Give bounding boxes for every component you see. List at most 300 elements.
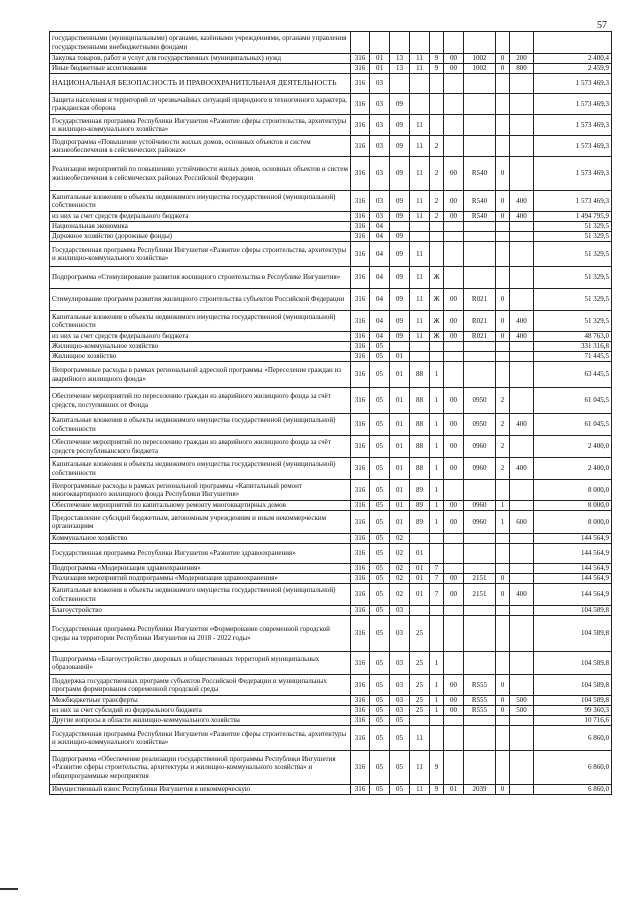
row-sum: 1 573 469,3	[534, 94, 612, 115]
row-name: Предоставление субсидий бюджетным, автономным учреждениям и иным некоммерческим организациям	[50, 511, 351, 534]
table-row	[50, 751, 612, 785]
code-cell: 03	[390, 706, 410, 716]
code-cell: 05	[370, 414, 390, 436]
code-cell	[496, 362, 510, 388]
row-sum: 61 045,5	[534, 414, 612, 436]
code-cell	[444, 616, 464, 652]
code-cell	[496, 480, 510, 501]
code-cell: 0	[496, 311, 510, 332]
code-cell	[430, 716, 444, 726]
code-cell: 316	[351, 222, 370, 232]
code-cell: 2	[430, 136, 444, 157]
code-cell: 1	[430, 675, 444, 696]
row-sum: 1 573 469,3	[534, 74, 612, 94]
code-cell: 88	[410, 436, 430, 458]
code-cell: 316	[351, 706, 370, 716]
code-cell	[510, 751, 534, 785]
code-cell	[410, 606, 430, 616]
code-cell	[370, 32, 390, 54]
code-cell	[410, 342, 430, 352]
code-cell: 316	[351, 544, 370, 564]
code-cell	[496, 564, 510, 574]
row-name: Жилищное хозяйство	[50, 352, 351, 362]
row-sum	[534, 32, 612, 54]
code-cell	[444, 115, 464, 136]
code-cell	[444, 94, 464, 115]
row-name: из них за счет субсидий из федерального бюджета	[50, 706, 351, 716]
code-cell: 00	[444, 191, 464, 212]
code-cell	[510, 675, 534, 696]
code-cell: 1	[496, 501, 510, 511]
code-cell: 7	[430, 584, 444, 606]
code-cell: 316	[351, 511, 370, 534]
table-row	[50, 332, 612, 342]
code-cell: R540	[464, 212, 496, 222]
code-cell: 05	[370, 616, 390, 652]
code-cell: 400	[510, 584, 534, 606]
code-cell: 25	[410, 675, 430, 696]
row-sum: 104 589,8	[534, 652, 612, 675]
code-cell: 09	[390, 157, 410, 191]
row-sum: 2 400,4	[534, 54, 612, 64]
code-cell: 316	[351, 716, 370, 726]
code-cell: 11	[410, 64, 430, 74]
code-cell: 13	[390, 64, 410, 74]
code-cell: 02	[390, 534, 410, 544]
table-row	[50, 436, 612, 458]
code-cell: 03	[370, 191, 390, 212]
page-number: 57	[597, 20, 607, 31]
code-cell: 316	[351, 696, 370, 706]
row-name: Подпрограмма «Модернизация здравоохранения»	[50, 564, 351, 574]
code-cell: 01	[390, 414, 410, 436]
code-cell	[464, 94, 496, 115]
code-cell: 1	[430, 706, 444, 716]
table-row	[50, 458, 612, 480]
code-cell: 0	[496, 584, 510, 606]
code-cell: 0960	[464, 436, 496, 458]
code-cell: 0	[496, 289, 510, 311]
row-name: Благоустройство	[50, 606, 351, 616]
code-cell	[464, 480, 496, 501]
code-cell: 9	[430, 751, 444, 785]
code-cell	[410, 232, 430, 242]
row-name: Подпрограмма «Благоустройство дворовых и общественных территорий муниципальных образований»	[50, 652, 351, 675]
code-cell: 00	[444, 414, 464, 436]
row-name: из них за счет средств федерального бюджета	[50, 332, 351, 342]
code-cell: 00	[444, 574, 464, 584]
code-cell: 00	[444, 511, 464, 534]
code-cell: 03	[390, 675, 410, 696]
code-cell	[444, 352, 464, 362]
code-cell: 88	[410, 388, 430, 414]
code-cell	[510, 94, 534, 115]
row-sum: 63 445,5	[534, 362, 612, 388]
code-cell: 316	[351, 785, 370, 795]
code-cell: 02	[390, 574, 410, 584]
row-name: Капитальные вложения в объекты недвижимого имущества государственной (муниципальной) собственности	[50, 414, 351, 436]
code-cell: 00	[444, 54, 464, 64]
row-sum: 331 316,8	[534, 342, 612, 352]
table-row	[50, 606, 612, 616]
table-row	[50, 311, 612, 332]
code-cell: 1	[430, 652, 444, 675]
code-cell	[444, 242, 464, 267]
row-sum: 144 564,9	[534, 574, 612, 584]
code-cell: 316	[351, 751, 370, 785]
code-cell: 400	[510, 332, 534, 342]
row-sum: 51 329,5	[534, 267, 612, 289]
code-cell: 88	[410, 414, 430, 436]
code-cell: 2	[430, 191, 444, 212]
row-name: Капитальные вложения в объекты недвижимого имущества государственной (муниципальной) собственности	[50, 311, 351, 332]
code-cell	[464, 242, 496, 267]
code-cell	[496, 534, 510, 544]
code-cell: 0	[496, 574, 510, 584]
code-cell: 2151	[464, 584, 496, 606]
code-cell	[430, 242, 444, 267]
code-cell: 0	[496, 54, 510, 64]
code-cell: 00	[444, 332, 464, 342]
code-cell	[444, 606, 464, 616]
code-cell	[464, 115, 496, 136]
table-row	[50, 191, 612, 212]
code-cell: 0960	[464, 458, 496, 480]
code-cell: 05	[370, 606, 390, 616]
code-cell: 05	[370, 362, 390, 388]
code-cell: 25	[410, 696, 430, 706]
table-row	[50, 352, 612, 362]
row-sum: 1 573 469,3	[534, 115, 612, 136]
code-cell: 01	[410, 584, 430, 606]
code-cell: Ж	[430, 267, 444, 289]
row-name: Непрограммные расходы в рамках региональной адресной программы «Переселение граждан из аварийного жилищного фонда»	[50, 362, 351, 388]
code-cell	[444, 136, 464, 157]
code-cell	[430, 544, 444, 564]
row-sum: 1 573 469,3	[534, 136, 612, 157]
code-cell: 316	[351, 311, 370, 332]
code-cell: 11	[410, 115, 430, 136]
code-cell: 316	[351, 242, 370, 267]
code-cell	[410, 74, 430, 94]
code-cell: 00	[444, 458, 464, 480]
code-cell: 400	[510, 458, 534, 480]
code-cell	[464, 136, 496, 157]
code-cell	[410, 32, 430, 54]
code-cell	[496, 616, 510, 652]
code-cell	[496, 342, 510, 352]
row-name: Государственная программа Республики Ингушетия «Формирование современной городской среды на территории Республики Ингушетия на 2018 - 2022 годы»	[50, 616, 351, 652]
code-cell: 316	[351, 564, 370, 574]
code-cell	[444, 232, 464, 242]
code-cell: 00	[444, 388, 464, 414]
code-cell: 11	[410, 785, 430, 795]
code-cell: 01	[390, 436, 410, 458]
code-cell	[496, 544, 510, 564]
code-cell: 1	[430, 362, 444, 388]
code-cell	[444, 534, 464, 544]
code-cell: 09	[390, 94, 410, 115]
table-row	[50, 32, 612, 54]
code-cell	[510, 232, 534, 242]
code-cell	[464, 726, 496, 751]
code-cell: 800	[510, 64, 534, 74]
table-row	[50, 289, 612, 311]
row-sum: 144 564,9	[534, 584, 612, 606]
code-cell: R021	[464, 311, 496, 332]
row-sum: 99 360,3	[534, 706, 612, 716]
code-cell: 01	[390, 501, 410, 511]
code-cell: 0	[496, 675, 510, 696]
code-cell	[464, 342, 496, 352]
code-cell	[510, 544, 534, 564]
code-cell	[510, 115, 534, 136]
code-cell	[430, 32, 444, 54]
table-row	[50, 362, 612, 388]
table-row	[50, 94, 612, 115]
code-cell: 0	[496, 157, 510, 191]
code-cell	[444, 544, 464, 564]
code-cell: 05	[370, 696, 390, 706]
code-cell: 02	[390, 584, 410, 606]
code-cell	[410, 94, 430, 115]
code-cell: 05	[370, 544, 390, 564]
code-cell: 04	[370, 332, 390, 342]
code-cell: 316	[351, 534, 370, 544]
code-cell	[496, 94, 510, 115]
code-cell: 09	[390, 232, 410, 242]
code-cell: 05	[370, 564, 390, 574]
code-cell: 89	[410, 511, 430, 534]
code-cell: 316	[351, 136, 370, 157]
code-cell	[496, 232, 510, 242]
budget-table	[49, 31, 612, 795]
code-cell	[510, 606, 534, 616]
row-sum: 6 860,0	[534, 751, 612, 785]
row-name: Реализация мероприятий по повышению устойчивости жилых домов, основных объектов и систем жизнеобеспечения в сейсмических районах Российской Федерации	[50, 157, 351, 191]
code-cell: 2	[496, 414, 510, 436]
code-cell: 11	[410, 212, 430, 222]
row-name: Капитальные вложения в объекты недвижимого имущества государственной (муниципальной) собственности	[50, 458, 351, 480]
code-cell: 03	[370, 157, 390, 191]
code-cell: 05	[370, 352, 390, 362]
row-sum: 8 000,0	[534, 480, 612, 501]
code-cell	[464, 606, 496, 616]
code-cell: 00	[444, 501, 464, 511]
code-cell: 04	[370, 267, 390, 289]
code-cell: 400	[510, 212, 534, 222]
code-cell: Ж	[430, 289, 444, 311]
row-name: Государственная программа Республики Ингушетия «Развитие сферы строительства, архитектуры и жилищно-коммунального хозяйства»	[50, 115, 351, 136]
code-cell	[464, 362, 496, 388]
code-cell: 316	[351, 388, 370, 414]
code-cell: 03	[370, 212, 390, 222]
code-cell	[464, 352, 496, 362]
code-cell: 200	[510, 54, 534, 64]
table-row	[50, 242, 612, 267]
code-cell: 316	[351, 64, 370, 74]
code-cell: 02	[390, 544, 410, 564]
code-cell: 03	[370, 94, 390, 115]
code-cell	[510, 574, 534, 584]
row-name: Государственная программа Республики Ингушетия «Развитие здравоохранения»	[50, 544, 351, 564]
code-cell: 9	[430, 64, 444, 74]
table-row	[50, 652, 612, 675]
code-cell	[444, 652, 464, 675]
code-cell	[510, 436, 534, 458]
code-cell: 316	[351, 362, 370, 388]
code-cell	[510, 157, 534, 191]
code-cell: 25	[410, 652, 430, 675]
code-cell: 316	[351, 616, 370, 652]
code-cell: 316	[351, 574, 370, 584]
code-cell: 01	[390, 352, 410, 362]
code-cell: 316	[351, 458, 370, 480]
code-cell: 00	[444, 64, 464, 74]
code-cell: 09	[390, 136, 410, 157]
table-row	[50, 414, 612, 436]
code-cell: 05	[370, 726, 390, 751]
code-cell: 316	[351, 652, 370, 675]
row-sum: 6 860,0	[534, 726, 612, 751]
row-name: Капитальные вложения в объекты недвижимого имущества государственной (муниципальной) собственности	[50, 191, 351, 212]
code-cell	[430, 352, 444, 362]
code-cell: 13	[390, 54, 410, 64]
code-cell: 500	[510, 696, 534, 706]
code-cell: 1	[430, 480, 444, 501]
code-cell: R540	[464, 157, 496, 191]
code-cell: 11	[410, 267, 430, 289]
code-cell: 11	[410, 136, 430, 157]
code-cell	[496, 74, 510, 94]
code-cell: R555	[464, 696, 496, 706]
code-cell: 11	[410, 157, 430, 191]
row-name: Подпрограмма «Повышение устойчивости жилых домов, основных объектов и систем жизнеобеспечения в сейсмических районах»	[50, 136, 351, 157]
table-row	[50, 74, 612, 94]
code-cell	[464, 267, 496, 289]
code-cell: 09	[390, 191, 410, 212]
code-cell: 316	[351, 414, 370, 436]
code-cell	[510, 342, 534, 352]
code-cell: 25	[410, 616, 430, 652]
code-cell: R555	[464, 675, 496, 696]
code-cell: 1	[430, 458, 444, 480]
row-name: Поддержка государственных программ субъектов Российской Федерации и муниципальных программ формирования современной городской среды	[50, 675, 351, 696]
code-cell: 05	[370, 501, 390, 511]
row-name: Обеспечение мероприятий по капитальному ремонту многоквартирных домов	[50, 501, 351, 511]
code-cell	[510, 726, 534, 751]
code-cell: 400	[510, 414, 534, 436]
row-sum: 104 589,8	[534, 675, 612, 696]
code-cell: 400	[510, 191, 534, 212]
code-cell: 316	[351, 212, 370, 222]
code-cell: 09	[390, 311, 410, 332]
code-cell: 2	[496, 458, 510, 480]
code-cell	[510, 222, 534, 232]
code-cell	[351, 32, 370, 54]
row-sum: 10 716,6	[534, 716, 612, 726]
code-cell: 316	[351, 74, 370, 94]
code-cell: 316	[351, 584, 370, 606]
row-sum: 48 763,0	[534, 332, 612, 342]
code-cell: 11	[410, 289, 430, 311]
row-name: Капитальные вложения в объекты недвижимого имущества государственной (муниципальной) собственности	[50, 584, 351, 606]
row-sum: 71 445,5	[534, 352, 612, 362]
code-cell: 03	[390, 652, 410, 675]
row-name: НАЦИОНАЛЬНАЯ БЕЗОПАСНОСТЬ И ПРАВООХРАНИТЕЛЬНАЯ ДЕЯТЕЛЬНОСТЬ	[50, 74, 351, 94]
row-name: Коммунальное хозяйство	[50, 534, 351, 544]
code-cell: 01	[370, 54, 390, 64]
code-cell: 316	[351, 726, 370, 751]
row-sum: 1 573 469,3	[534, 191, 612, 212]
code-cell: 316	[351, 480, 370, 501]
code-cell: 7	[430, 574, 444, 584]
row-sum: 104 589,8	[534, 606, 612, 616]
code-cell: 25	[410, 706, 430, 716]
table-row	[50, 716, 612, 726]
code-cell: 316	[351, 332, 370, 342]
code-cell	[444, 342, 464, 352]
code-cell	[510, 362, 534, 388]
code-cell	[430, 726, 444, 751]
table-row	[50, 584, 612, 606]
table-row	[50, 115, 612, 136]
code-cell	[444, 267, 464, 289]
code-cell: R540	[464, 191, 496, 212]
code-cell: 11	[410, 191, 430, 212]
code-cell: 0	[496, 332, 510, 342]
code-cell: 01	[390, 511, 410, 534]
code-cell	[430, 606, 444, 616]
row-name: Реализация мероприятий подпрограммы «Модернизация здравоохранения»	[50, 574, 351, 584]
code-cell	[464, 751, 496, 785]
code-cell: 01	[390, 480, 410, 501]
code-cell: 0950	[464, 414, 496, 436]
code-cell	[464, 32, 496, 54]
row-sum: 8 000,0	[534, 511, 612, 534]
code-cell: 05	[390, 726, 410, 751]
row-sum: 144 564,9	[534, 544, 612, 564]
code-cell	[496, 716, 510, 726]
row-name: из них за счет средств федерального бюджета	[50, 212, 351, 222]
table-row	[50, 267, 612, 289]
row-name: Подпрограмма «Стимулирование развития жилищного строительства в Республике Ингушетия»	[50, 267, 351, 289]
row-sum: 2 459,9	[534, 64, 612, 74]
code-cell	[510, 136, 534, 157]
code-cell: 0960	[464, 501, 496, 511]
code-cell	[390, 32, 410, 54]
row-sum: 61 045,5	[534, 388, 612, 414]
code-cell: 00	[444, 212, 464, 222]
code-cell	[444, 751, 464, 785]
code-cell	[444, 716, 464, 726]
code-cell: 11	[410, 242, 430, 267]
code-cell	[430, 74, 444, 94]
code-cell: 01	[390, 362, 410, 388]
row-sum: 104 589,8	[534, 616, 612, 652]
code-cell: 05	[370, 480, 390, 501]
code-cell: 04	[370, 311, 390, 332]
row-name: Обеспечение мероприятий по переселению граждан из аварийного жилищного фонда за счёт средств республиканского бюджета	[50, 436, 351, 458]
code-cell: 316	[351, 675, 370, 696]
code-cell: 2	[496, 436, 510, 458]
row-sum: 144 564,9	[534, 534, 612, 544]
table-row	[50, 564, 612, 574]
code-cell: Ж	[430, 311, 444, 332]
code-cell: 02	[390, 564, 410, 574]
code-cell: 89	[410, 501, 430, 511]
code-cell	[510, 564, 534, 574]
